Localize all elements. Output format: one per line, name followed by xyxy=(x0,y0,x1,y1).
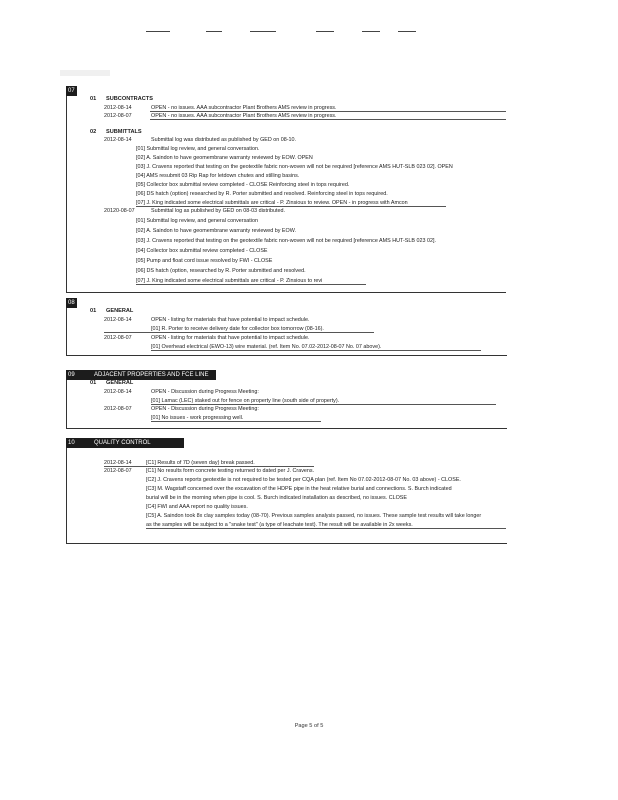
entry-line: [06] DS hatch (option) researched by R. Porter submitted and resolved. Reinforcing steel in tops required. xyxy=(136,191,388,197)
entry-line: Submittal log was distributed as published by GED on 08-10. xyxy=(151,137,297,143)
entry-line: [01] No issues - work progressing well. xyxy=(151,415,244,421)
entry-line: OPEN - listing for materials that have potential to impact schedule. xyxy=(151,317,310,323)
section-title: QUALITY CONTROL xyxy=(90,438,184,448)
entry-line: [04] AMS resubmit 03 Rip Rap for letdown chutes and stilling basins. xyxy=(136,173,300,179)
section-number: 08 xyxy=(68,300,75,306)
subsection-title: GENERAL xyxy=(106,380,134,386)
section-title: ADJACENT PROPERTIES AND FCE LINE xyxy=(90,370,216,380)
subsection-title: GENERAL xyxy=(106,308,134,314)
entry-date: 2012-08-14 xyxy=(104,389,132,395)
entry-line: OPEN - listing for materials that have potential to impact schedule. xyxy=(151,335,310,341)
entry-date: 2012-08-14 xyxy=(104,317,132,323)
subsection-number: 02 xyxy=(90,129,97,135)
section-number: 10 xyxy=(66,438,90,448)
entry-line: [C1] Results of 7D (seven day) break passed. xyxy=(146,460,255,466)
top-redaction-marks xyxy=(0,31,618,35)
section-number: 07 xyxy=(68,88,75,94)
entry-date: 2012-08-14 xyxy=(104,105,132,111)
entry-line: burial will be in the morning when pipe is cool. S. Burch indicated installation as described, no issues. CLOSE xyxy=(146,495,407,501)
section-number: 09 xyxy=(66,370,90,380)
entry-line: [07] J. King indicated some electrical submittals are critical - P. Zinsious to revi xyxy=(136,278,323,284)
entry-date: 2012-08-07 xyxy=(104,113,132,119)
subsection-title: SUBCONTRACTS xyxy=(106,96,153,102)
entry-line: OPEN - no issues. AAA subcontractor Plant Brothers AMS review in progress. xyxy=(151,105,337,111)
entry-date: 20120-08-07 xyxy=(104,208,135,214)
entry-line: [05] Collector box submittal review completed - CLOSE Reinforcing steel in tops required. xyxy=(136,182,350,188)
subsection-number: 01 xyxy=(90,380,97,386)
entry-line: [C5] A. Saindon took 8x clay samples today (08-70). Previous samples analysis passed, no issues. These sample test results will take longer xyxy=(146,513,482,519)
entry-date: 2012-08-14 xyxy=(104,460,132,466)
entry-date: 2012-08-07 xyxy=(104,468,132,474)
entry-line: [02] A. Saindon to have geomembrane warranty reviewed by EOW. xyxy=(136,228,297,234)
entry-line: [C2] J. Cravens reports geotextile is not required to be tested per CQA plan (ref. Item No 07.02-2012-08-07 No. 03 above) - CLOSE. xyxy=(146,477,461,483)
entry-line: [C4] FWI and AAA report no quality issues. xyxy=(146,504,248,510)
entry-line: Submittal log as published by GED on 08-03 distributed. xyxy=(151,208,285,214)
entry-line: [03] J. Cravens reported that testing on the geotextile fabric non-woven will not be required [reference AMS HUT-SLB 023 02]. OPEN xyxy=(136,164,453,170)
entry-line: as the samples will be subject to a "snake test" (a type of leachate test). The result will be available in 2x weeks. xyxy=(146,522,413,528)
entry-line: [05] Pump and float cord issue resolved by FWI - CLOSE xyxy=(136,258,273,264)
entry-line: OPEN - no issues. AAA subcontractor Plant Brothers AMS review in progress. xyxy=(151,113,337,119)
entry-line: [04] Collector box submittal review completed - CLOSE xyxy=(136,248,268,254)
section-09 xyxy=(66,370,506,421)
entry-line: [03] J. Cravens reported that testing on the geotextile fabric non-woven will not be required [reference AMS HUT-SLB 023 02]. xyxy=(136,238,436,244)
scan-smudge xyxy=(60,70,110,76)
entry-date: 2012-08-07 xyxy=(104,335,132,341)
subsection-title: SUBMITTALS xyxy=(106,129,142,135)
section-10 xyxy=(66,438,506,528)
entry-line: [01] Submittal log review, and general conversation. xyxy=(136,146,260,152)
entry-line: [C1] No results form concrete testing returned to dated per J. Cravens. xyxy=(146,468,315,474)
entry-line: OPEN - Discussion during Progress Meeting: xyxy=(151,389,259,395)
subsection-number: 01 xyxy=(90,308,97,314)
entry-date: 2012-08-14 xyxy=(104,137,132,143)
entry-line: [07] J. King indicated some electrical submittals are critical - P. Zinsious to review. OPEN - in progress with Amcon xyxy=(136,200,408,206)
section-07 xyxy=(66,86,506,284)
entry-line: [06] DS hatch (option, researched by R. Porter submitted and resolved. xyxy=(136,268,306,274)
entry-line: OPEN - Discussion during Progress Meeting: xyxy=(151,406,259,412)
section-08 xyxy=(66,298,506,350)
entry-line: [01] Overhead electrical (EWO-13) wire material. (ref. Item No. 07.02-2012-08-07 No. 07 above). xyxy=(151,344,382,350)
entry-line: [01] Lamac (LEC) staked out for fence on property line (south side of property). xyxy=(151,398,340,404)
page-footer: Page 5 of 5 xyxy=(294,723,324,729)
entry-line: [01] R. Porter to receive delivery date for collector box tomorrow (08-16). xyxy=(151,326,324,332)
entry-line: [01] Submittal log review, and general conversation xyxy=(136,218,258,224)
entry-line: [C3] M. Wagstaff concerned over the excavation of the HDPE pipe in the heat relative burial and connections. S. Burch indicated xyxy=(146,486,452,492)
entry-date: 2012-08-07 xyxy=(104,406,132,412)
entry-line: [02] A. Saindon to have geomembrane warranty reviewed by EOW. OPEN xyxy=(136,155,313,161)
subsection-number: 01 xyxy=(90,96,97,102)
